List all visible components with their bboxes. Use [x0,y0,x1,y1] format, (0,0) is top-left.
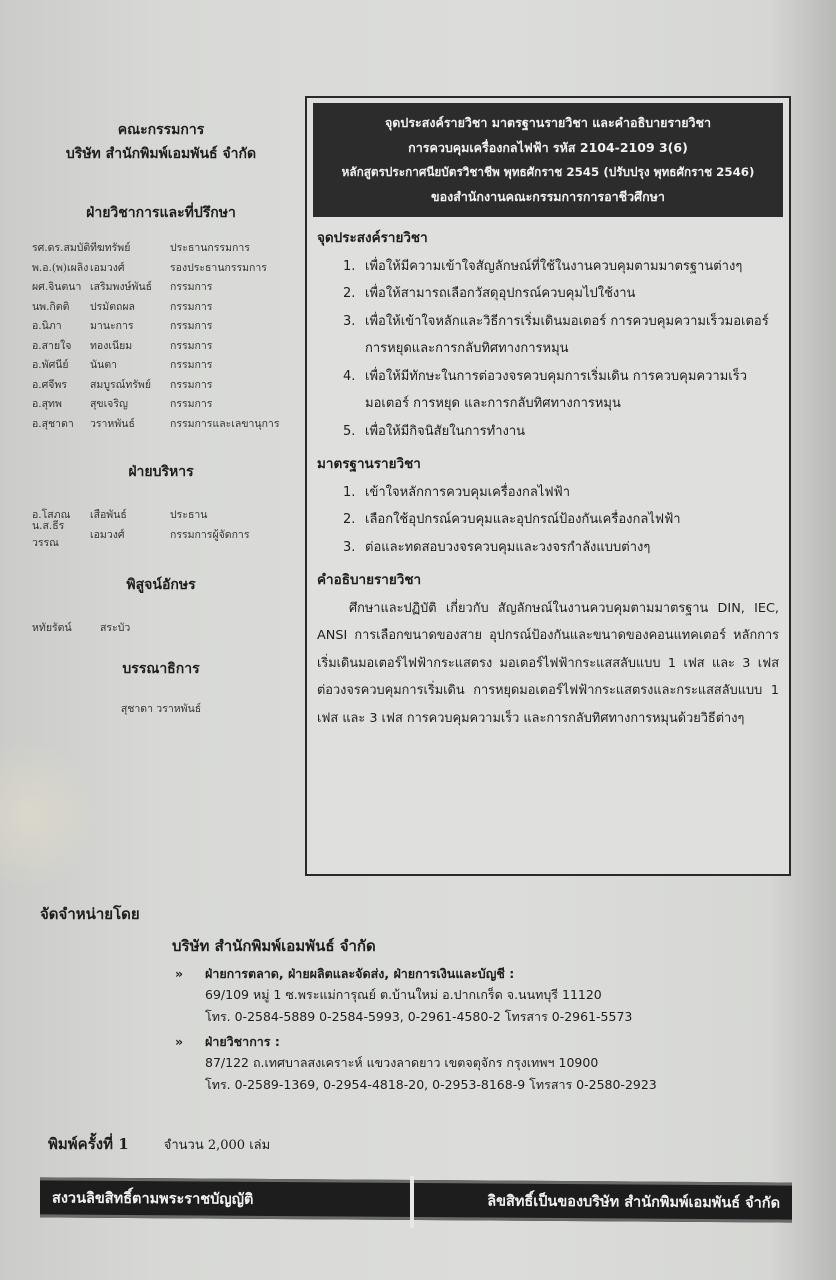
admin-heading: ฝ่ายบริหาร [128,464,194,480]
course-header [313,103,783,217]
course-header-line: หลักสูตรประกาศนียบัตรวิชาชีพ พุทธศักราช 2545 (ปรับปรุง พุทธศักราช 2546) [341,165,755,179]
office-address: 69/109 หมู่ 1 ซ.พระแม่การุณย์ ต.บ้านใหม่ อ.ปากเกร็ด จ.นนทบุรี 11120 [205,987,602,1002]
office-phone: โทร. 0-2589-1369, 0-2954-4818-20, 0-2953-8168-9 โทรสาร 0-2580-2923 [205,1077,657,1092]
editor-name: สุชาดา วราหพันธ์ [120,702,202,715]
distributor-company: บริษัท สำนักพิมพ์เอมพันธ์ จำกัด [172,937,376,955]
standard-item: 3. ต่อและทดสอบวงจรควบคุมและวงจรกำลังแบบต่างๆ [343,539,651,555]
standards-heading: มาตรฐานรายวิชา [317,456,421,472]
editor-heading: บรรณาธิการ [122,660,200,677]
standard-item: 2. เลือกใช้อุปกรณ์ควบคุมและอุปกรณ์ป้องกันเครื่องกลไฟฟ้า [343,512,681,527]
objective-item: 1. เพื่อให้มีความเข้าใจสัญลักษณ์ที่ใช้ในงานควบคุมตามมาตรฐานต่างๆ [343,258,743,274]
member-row: ผศ.จินตนา เสริมพงษ์พันธ์ กรรมการ [32,281,213,294]
member-row: อ.สุชาดา วราหพันธ์ กรรมการและเลขานุการ [32,417,280,430]
academic-heading: ฝ่ายวิชาการและที่ปรึกษา [86,205,236,221]
member-row: รศ.ดร.สมบัติ ทีฆทรัพย์ ประธานกรรมการ [32,242,250,255]
member-row: อ.พัศนีย์ นันตา กรรมการ [32,359,213,372]
description-text: ศึกษาและปฏิบัติ เกี่ยวกับ สัญลักษณ์ในงานควบคุมตามมาตรฐาน DIN, IEC, ANSI การเลือกขนาดของสาย อุปกรณ์ป้องกันและขนาดของคอนแทคเตอร์ หลักการเริ่มเดินมอเตอร์ไฟฟ้ากระแสตรง มอเตอร์ไฟฟ้ากระแสสลับแบบ 1 เฟส และ 3 เฟส ต่อวงจรควบคุมการเริ่มเดิน การหยุดมอเตอร์ไฟฟ้ากระแสตรงและกระแสสลับแบบ 1 เฟส และ 3 เฟส การควบคุมความเร็ว และการกลับทิศทางการหมุนด้วยวิธีต่างๆ [317,600,779,726]
course-header-line: การควบคุมเครื่องกลไฟฟ้า รหัส 2104-2109 3(6) [408,139,688,155]
office-label: ฝ่ายวิชาการ : [205,1034,280,1049]
course-info-box [305,96,791,876]
course-header-line: ของสำนักงานคณะกรรมการการอาชีวศึกษา [431,188,665,204]
copyright-banner [40,1177,792,1222]
admin-members [20,505,302,550]
course-body [307,217,789,740]
office-block [175,964,632,1028]
paper-crease [410,1176,414,1228]
double-chevron-icon: » [175,966,184,981]
print-quantity: จำนวน 2,000 เล่ม [163,1138,271,1153]
objective-item: 5. เพื่อให้มีกิจนิสัยในการทำงาน [343,423,526,439]
committee-column [20,118,302,717]
proofreading-heading: พิสูจน์อักษร [126,577,196,593]
copyright-right: ลิขสิทธิ์เป็นของบริษัท สำนักพิมพ์เอมพันธ์ จำกัด [487,1192,780,1212]
objectives-heading: จุดประสงค์รายวิชา [317,230,428,246]
office-label: ฝ่ายการตลาด, ฝ่ายผลิตและจัดส่ง, ฝ่ายการเงินและบัญชี : [205,966,515,981]
edition: พิมพ์ครั้งที่ 1 [48,1135,129,1153]
office-address: 87/122 ถ.เทศบาลสงเคราะห์ แขวงลาดยาว เขตจตุจักร กรุงเทพฯ 10900 [205,1055,599,1070]
member-row: อ.โสภณ เสือพันธ์ ประธาน [32,509,208,522]
objective-item: 2. เพื่อให้สามารถเลือกวัสดุอุปกรณ์ควบคุมไปใช้งาน [343,286,636,301]
standard-item: 1. เข้าใจหลักการควบคุมเครื่องกลไฟฟ้า [343,484,571,500]
objective-item: 3. เพื่อให้เข้าใจหลักและวิธีการเริ่มเดินมอเตอร์ การควบคุมความเร็วมอเตอร์ การหยุดและการกลับทิศทางการหมุน [343,313,769,356]
member-row: น.ส.ธีรวรรณ เอมวงศ์ กรรมการผู้จัดการ [32,520,250,550]
committee-title: คณะกรรมการ [117,122,205,138]
office-block [175,1032,657,1096]
printing-info [48,1132,270,1156]
paper-stain [0,740,95,890]
member-row: อ.สุทพ สุขเจริญ กรรมการ [32,398,213,411]
course-header-line: จุดประสงค์รายวิชา มาตรฐานรายวิชา และคำอธิบายรายวิชา [384,115,712,130]
member-row: อ.สายใจ ทองเนียม กรรมการ [32,339,213,352]
double-chevron-icon: » [175,1034,184,1049]
copyright-left: สงวนลิขสิทธิ์ตามพระราชบัญญัติ [52,1189,254,1208]
objective-item: 4. เพื่อให้มีทักษะในการต่อวงจรควบคุมการเริ่มเดิน การควบคุมความเร็วมอเตอร์ การหยุด และการกลับทิศทางการหมุน [343,368,748,411]
description-heading: คำอธิบายรายวิชา [317,572,422,588]
member-row: พ.อ.(พ)เผลิง เอมวงศ์ รองประธานกรรมการ [32,261,267,274]
proofreader: หทัยรัตน์ สระบัว [32,622,131,635]
member-row: นพ.กิตติ ปรมัตถผล กรรมการ [32,300,213,313]
academic-members [20,238,302,433]
member-row: อ.นิภา มานะการ กรรมการ [32,320,213,333]
committee-company: บริษัท สำนักพิมพ์เอมพันธ์ จำกัด [65,146,257,162]
office-phone: โทร. 0-2584-5889 0-2584-5993, 0-2961-4580-2 โทรสาร 0-2961-5573 [205,1009,633,1024]
distribution-heading: จัดจำหน่ายโดย [40,905,140,923]
member-row: อ.ศจีพร สมบูรณ์ทรัพย์ กรรมการ [32,378,213,391]
distribution-section [40,902,800,1092]
